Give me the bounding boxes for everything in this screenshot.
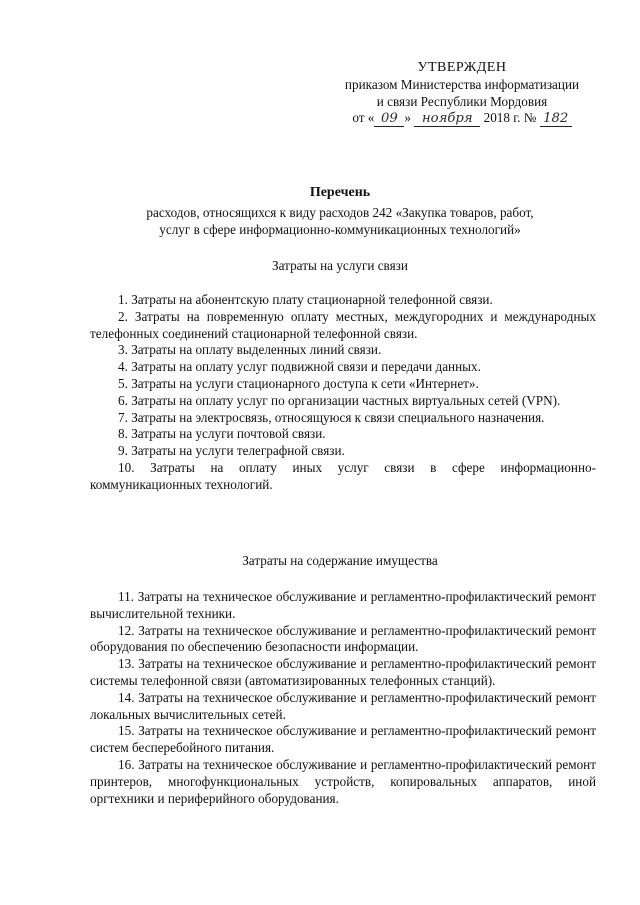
section-heading-property: Затраты на содержание имущества (242, 553, 438, 568)
section-heading-communications: Затраты на услуги связи (272, 258, 408, 273)
document-title: Перечень (309, 185, 371, 200)
list-item: 6. Затраты на оплату услуг по организации частных виртуальных сетей (VPN). (118, 392, 561, 408)
handwritten-month: ноября (414, 112, 480, 127)
handwritten-number: 182 (540, 112, 572, 127)
property-items (90, 589, 596, 807)
document-subtitle (60, 205, 620, 239)
subtitle-line-2: услуг в сфере информационно-коммуникационных технологий» (159, 221, 521, 237)
communications-items (90, 292, 596, 494)
list-item: 5. Затраты на услуги стационарного доступа к сети «Интернет». (118, 375, 479, 391)
date-year: 2018 г. № (483, 110, 537, 126)
list-item: 13. Затраты на техническое обслуживание и регламентно-профилактический ремонт системы телефонной связи (автоматизированных телефонных станций). (90, 656, 596, 688)
approval-line-1: приказом Министерства информатизации (344, 76, 580, 92)
list-item: 10. Затраты на оплату иных услуг связи в сфере информационно-коммуникационных технологий. (90, 459, 596, 492)
list-item: 16. Затраты на техническое обслуживание и регламентно-профилактический ремонт принтеров, многофункциональных устройств, копировальных аппаратов, иной оргтехники и периферийного оборудования. (90, 756, 596, 806)
list-item: 8. Затраты на услуги почтовой связи. (118, 426, 326, 442)
approval-date-line: от « 09 » ноября 2018 г. № 182 (332, 110, 592, 127)
list-item: 15. Затраты на техническое обслуживание и регламентно-профилактический ремонт систем бесперебойного питания. (90, 723, 596, 756)
list-item: 12. Затраты на техническое обслуживание и регламентно-профилактический ремонт оборудования по обеспечению безопасности информации. (90, 622, 596, 655)
list-item: 2. Затраты на повременную оплату местных, междугородних и международных телефонных соединений стационарной телефонной связи. (90, 308, 596, 341)
list-item: 9. Затраты на услуги телеграфной связи. (118, 443, 345, 459)
list-item: 3. Затраты на оплату выделенных линий связи. (118, 342, 382, 358)
date-prefix: от « (352, 110, 375, 126)
list-item: 4. Затраты на оплату услуг подвижной связи и передачи данных. (118, 359, 481, 375)
handwritten-day: 09 (374, 112, 404, 127)
list-item: 11. Затраты на техническое обслуживание и регламентно-профилактический ремонт вычислительной техники. (90, 589, 596, 621)
list-item: 14. Затраты на техническое обслуживание и регламентно-профилактический ремонт локальных вычислительных сетей. (90, 689, 596, 722)
subtitle-line-1: расходов, относящихся к виду расходов 242 «Закупка товаров, работ, (146, 205, 534, 220)
approval-block (332, 60, 592, 127)
list-item: 1. Затраты на абонентскую плату стационарной телефонной связи. (118, 292, 493, 307)
list-item: 7. Затраты на электросвязь, относящуюся к связи специального назначения. (118, 409, 545, 425)
approval-heading: УТВЕРЖДЕН (417, 60, 507, 75)
approval-line-2: и связи Республики Мордовия (376, 93, 548, 109)
